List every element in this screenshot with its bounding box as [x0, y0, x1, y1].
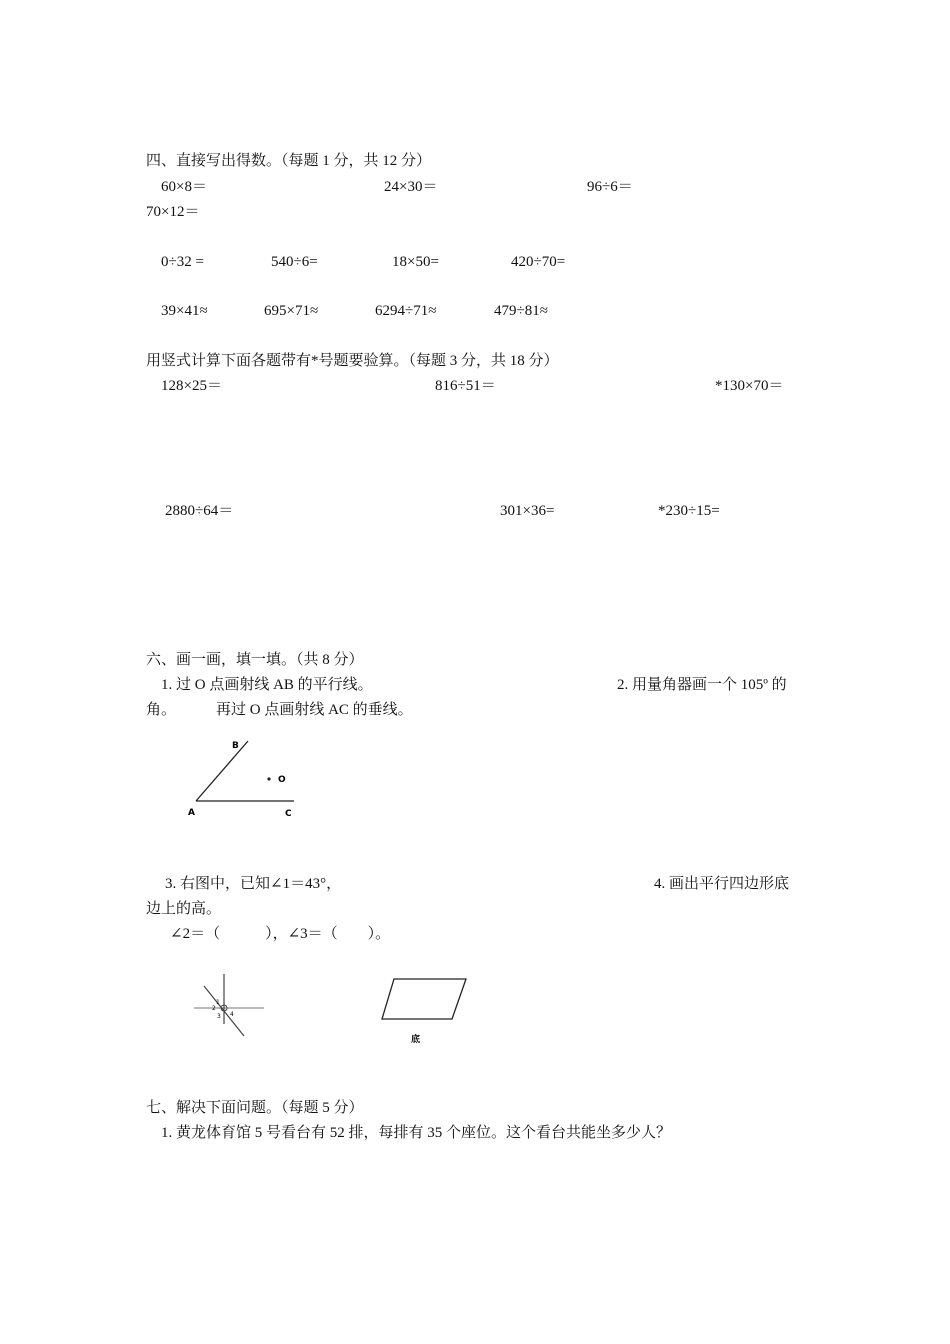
angle-1-label: 1 — [216, 999, 220, 1006]
oral-problem: 24×30＝ — [384, 179, 438, 195]
q3-instruction: 3. 右图中，已知∠1＝43°， — [165, 876, 342, 892]
section-7-heading: 七、解决下面问题。（每题 5 分） — [146, 1100, 364, 1116]
estimate-problem: 695×71≈ — [264, 303, 319, 319]
oral-problem: 70×12＝ — [146, 204, 200, 220]
parallelogram-figure — [378, 975, 470, 1047]
word-problem-1: 1. 黄龙体育馆 5 号看台有 52 排，每排有 35 个座位。这个看台共能坐多少人？ — [161, 1125, 672, 1141]
vertical-calc-problem: 816÷51＝ — [435, 378, 496, 394]
oral-problem: 0÷32 = — [161, 254, 204, 270]
q4-instruction-continued: 边上的高。 — [146, 901, 222, 917]
angle-bac-figure — [180, 733, 310, 823]
oral-problem: 420÷70= — [511, 254, 566, 270]
section-6-heading: 六、画一画，填一填。（共 8 分） — [146, 652, 364, 668]
vertical-calc-problem: *230÷15= — [658, 503, 720, 519]
estimate-problem: 39×41≈ — [161, 303, 208, 319]
q1-instruction-continued: 再过 O 点画射线 AC 的垂线。 — [216, 702, 413, 718]
q4-instruction: 4. 画出平行四边形底 — [654, 876, 790, 892]
section-5-heading: 用竖式计算下面各题带有*号题要验算。（每题 3 分，共 18 分） — [146, 353, 559, 369]
section-4-heading: 四、直接写出得数。（每题 1 分，共 12 分） — [146, 153, 432, 169]
point-o — [267, 777, 270, 780]
ray-ab — [196, 741, 248, 801]
oral-problem: 540÷6= — [271, 254, 318, 270]
angle-2-label: 2 — [212, 1005, 216, 1012]
base-label: 底 — [411, 1035, 421, 1045]
vertical-calc-problem: 301×36= — [500, 503, 555, 519]
q2-instruction-continued: 角。 — [146, 702, 177, 718]
vertical-calc-problem: 2880÷64＝ — [165, 503, 234, 519]
angle-4-label: 4 — [230, 1011, 234, 1018]
estimate-problem: 6294÷71≈ — [375, 303, 437, 319]
vertical-calc-problem: *130×70＝ — [715, 378, 784, 394]
oral-problem: 96÷6＝ — [587, 179, 633, 195]
label-a: A — [188, 808, 195, 818]
q2-instruction: 2. 用量角器画一个 105º 的 — [617, 677, 787, 693]
oral-problem: 60×8＝ — [161, 179, 207, 195]
label-c: C — [285, 809, 292, 819]
label-o: O — [278, 775, 286, 785]
q3-answer-blanks: ∠2＝（ ），∠3＝（ ）。 — [170, 926, 391, 942]
intersecting-lines-figure — [190, 972, 270, 1042]
label-b: B — [232, 741, 239, 751]
q1-instruction: 1. 过 O 点画射线 AB 的平行线。 — [161, 677, 373, 693]
vertical-calc-problem: 128×25＝ — [161, 378, 222, 394]
oral-problem: 18×50= — [392, 254, 439, 270]
estimate-problem: 479÷81≈ — [494, 303, 548, 319]
angle-3-label: 3 — [217, 1013, 221, 1020]
